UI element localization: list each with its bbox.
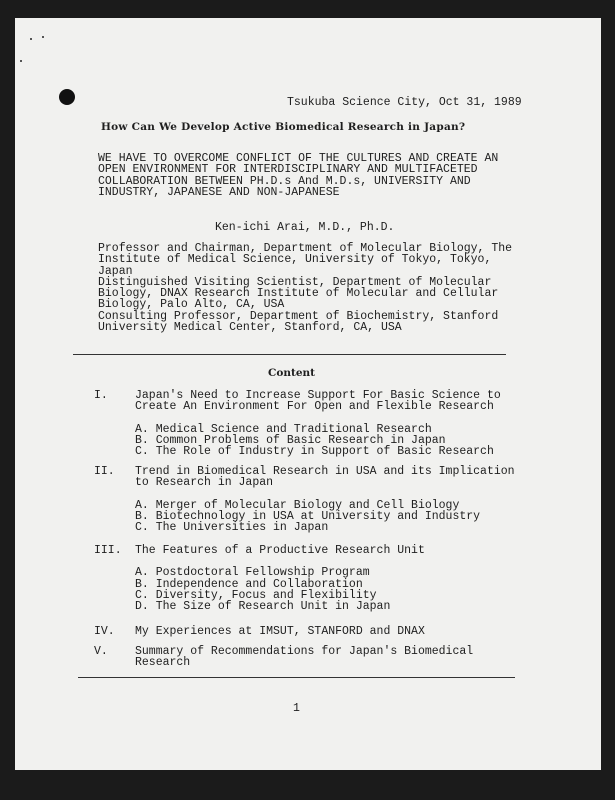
spacer xyxy=(135,489,515,500)
subsection-line: B. Independence and Collaboration xyxy=(135,577,363,591)
section-entry xyxy=(135,545,425,612)
section-title-line: The Features of a Productive Research Unit xyxy=(135,544,425,557)
section-number: I. xyxy=(94,389,108,402)
affiliation-line: Institute of Medical Science, University of Tokyo, Tokyo, xyxy=(98,253,492,267)
subsection-line: A. Medical Science and Traditional Research xyxy=(135,422,432,436)
section-number: V. xyxy=(94,645,108,658)
section-title-line: Trend in Biomedical Research in USA and its Implication xyxy=(135,465,515,478)
scan-speck xyxy=(42,36,44,38)
section-entry xyxy=(135,646,473,669)
subtitle-line: OPEN ENVIRONMENT FOR INTERDISCIPLINARY AND MULTIFACETED xyxy=(98,163,478,177)
section-number: IV. xyxy=(94,625,115,638)
subsection-line: B. Common Problems of Basic Research in Japan xyxy=(135,433,446,447)
section-title-line: Japan's Need to Increase Support For Basic Science to xyxy=(135,389,501,402)
scan-speck xyxy=(30,38,32,40)
place-date: Tsukuba Science City, Oct 31, 1989 xyxy=(287,96,522,109)
divider-top xyxy=(73,354,506,355)
subtitle-line: WE HAVE TO OVERCOME CONFLICT OF THE CULTURES AND CREATE AN xyxy=(98,152,499,165)
affiliation-line: Professor and Chairman, Department of Molecular Biology, The xyxy=(98,242,513,255)
section-title-line: Summary of Recommendations for Japan's Biomedical xyxy=(135,645,474,658)
spacer xyxy=(135,413,501,424)
subsection-line: C. Diversity, Focus and Flexibility xyxy=(135,588,377,602)
subtitle-line: INDUSTRY, JAPANESE AND NON-JAPANESE xyxy=(98,185,340,199)
affiliation-line: Biology, Palo Alto, CA, USA xyxy=(98,298,285,312)
subsection-line: D. The Size of Research Unit in Japan xyxy=(135,600,391,614)
section-entry xyxy=(135,626,425,637)
section-number: III. xyxy=(94,544,122,557)
divider-bottom xyxy=(78,677,515,678)
affiliations xyxy=(98,243,512,333)
subsection-line: C. The Universities in Japan xyxy=(135,521,329,535)
section-title-line: My Experiences at IMSUT, STANFORD and DNAX xyxy=(135,625,425,638)
affiliation-line: University Medical Center, Stanford, CA, USA xyxy=(98,321,402,335)
section-title-line: Research xyxy=(135,656,191,670)
document-title: How Can We Develop Active Biomedical Research in Japan? xyxy=(101,121,466,133)
subsection-line: C. The Role of Industry in Support of Basic Research xyxy=(135,445,494,459)
contents-heading: Content xyxy=(268,367,316,379)
section-number: II. xyxy=(94,465,115,478)
author: Ken-ichi Arai, M.D., Ph.D. xyxy=(215,221,395,234)
affiliation-line: Distinguished Visiting Scientist, Department of Molecular xyxy=(98,275,492,289)
section-entry xyxy=(135,466,515,533)
affiliation-line: Consulting Professor, Department of Biochemistry, Stanford xyxy=(98,309,499,323)
affiliation-line: Japan xyxy=(98,264,133,278)
subsection-line: B. Biotechnology in USA at University and Industry xyxy=(135,509,481,523)
subtitle xyxy=(98,153,498,198)
subtitle-line: COLLABORATION BETWEEN PH.D.s And M.D.s, UNIVERSITY AND xyxy=(98,174,471,188)
section-title-line: to Research in Japan xyxy=(135,476,274,490)
section-entry xyxy=(135,390,501,457)
section-title-line: Create An Environment For Open and Flexible Research xyxy=(135,400,494,414)
subsection-line: A. Merger of Molecular Biology and Cell Biology xyxy=(135,498,460,512)
subsection-line: A. Postdoctoral Fellowship Program xyxy=(135,566,370,580)
scan-speck xyxy=(20,60,22,62)
affiliation-line: Biology, DNAX Research Institute of Molecular and Cellular xyxy=(98,287,499,301)
page-number: 1 xyxy=(293,702,300,715)
punch-hole xyxy=(59,89,75,105)
